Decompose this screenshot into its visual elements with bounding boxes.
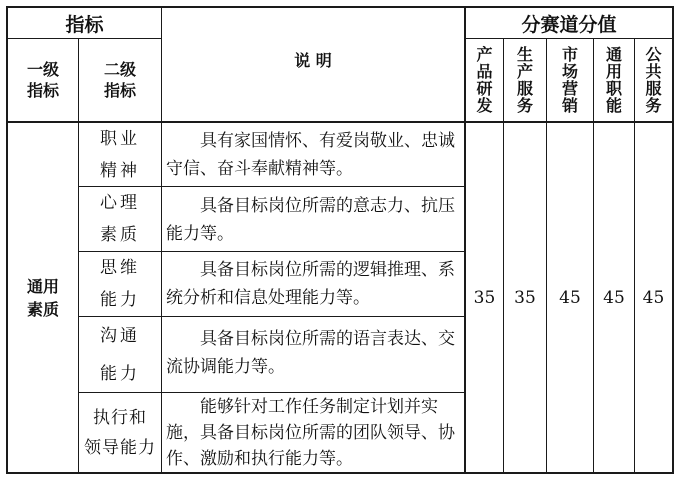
row-description: 具备目标岗位所需的语言表达、交流协调能力等。 bbox=[166, 329, 455, 377]
score-marketing: 45 bbox=[559, 287, 581, 308]
level2-header: 二级 指标 bbox=[103, 60, 136, 100]
row-name: 心理 素质 bbox=[100, 193, 140, 245]
description-header: 说 明 bbox=[294, 51, 332, 70]
table-border-bottom bbox=[6, 472, 674, 474]
row-description: 具备目标岗位所需的意志力、抗压能力等。 bbox=[166, 196, 455, 244]
row-name: 沟通 能力 bbox=[100, 325, 140, 384]
track-label: 通用职能 bbox=[605, 45, 622, 115]
level1-header: 一级 指标 bbox=[26, 60, 59, 100]
track-header-product-rd bbox=[466, 39, 503, 121]
track-header-marketing bbox=[547, 39, 593, 121]
track-header-production bbox=[504, 39, 546, 121]
row-description: 具备目标岗位所需的逻辑推理、系统分析和信息处理能力等。 bbox=[166, 260, 455, 308]
scores-header: 分赛道分值 bbox=[521, 13, 617, 36]
track-label: 产品研发 bbox=[476, 45, 493, 115]
track-header-public bbox=[635, 39, 672, 121]
indicator-header: 指标 bbox=[65, 13, 104, 36]
track-label: 生产服务 bbox=[516, 45, 533, 115]
row-description: 能够针对工作任务制定计划并实施，具备目标岗位所需的团队领导、协作、激励和执行能力等。 bbox=[166, 397, 455, 469]
category-cell: 通用 素质 bbox=[26, 276, 59, 319]
score-production: 35 bbox=[514, 287, 536, 308]
score-general: 45 bbox=[603, 287, 625, 308]
track-label: 市场营销 bbox=[561, 45, 578, 115]
track-label: 公共服务 bbox=[645, 45, 662, 115]
score-public: 45 bbox=[642, 287, 665, 308]
score-product-rd: 35 bbox=[473, 287, 496, 308]
track-header-general bbox=[594, 39, 634, 121]
row-name: 职业 精神 bbox=[100, 128, 140, 181]
row-name: 执行和 领导能力 bbox=[84, 407, 156, 458]
row-description: 具有家国情怀、有爱岗敬业、忠诚守信、奋斗奉献精神等。 bbox=[166, 131, 455, 179]
row-name: 思维 能力 bbox=[100, 258, 140, 310]
table-border-right bbox=[672, 6, 674, 474]
